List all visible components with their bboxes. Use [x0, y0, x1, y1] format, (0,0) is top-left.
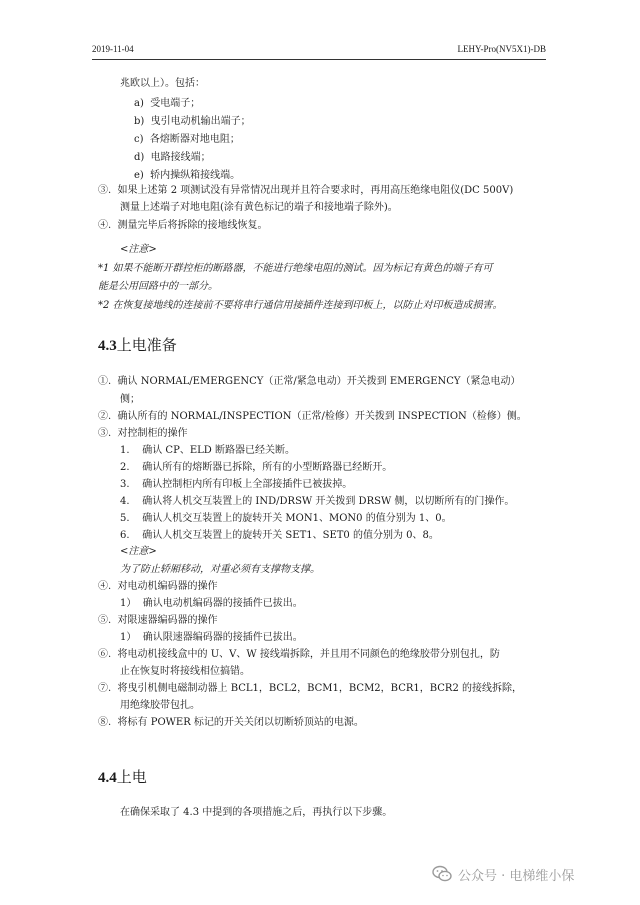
section-title: 上电准备 [116, 336, 177, 354]
sub-item: 6. 确认人机交互装置上的旋转开关 SET1、SET0 的值分别为 0、8。 [120, 530, 439, 541]
sub-item: 1） 确认电动机编码器的接插件已拔出。 [120, 598, 303, 609]
list-item: ③. 对控制柜的操作 [98, 428, 188, 439]
list-item: ⑤. 对限速器编码器的操作 [98, 615, 218, 626]
section-number: 4.3 [98, 338, 117, 354]
list-item: ④. 测量完毕后将拆除的接地线恢复。 [98, 220, 268, 231]
sub-item: 1. 确认 CP、ELD 断路器已经关断。 [120, 445, 295, 456]
text-line: 测量上述端子对地电阻(涂有黄色标记的端子和接地端子除外)。 [120, 202, 398, 213]
text-line: 兆欧以上）。包括： [120, 78, 205, 89]
list-item: c) 各熔断器对地电阻； [134, 134, 240, 145]
section-title: 上电 [116, 768, 147, 786]
text-line: 止在恢复时将接线相位搞错。 [120, 666, 250, 677]
list-item: a) 受电端子； [134, 98, 201, 109]
text-line: 侧； [120, 394, 140, 405]
note-heading: <注意> [120, 244, 157, 255]
list-item: ③. 如果上述第 2 项测试没有异常情况出现并且符合要求时，再用高压绝缘电阻仪(DC 500V) [98, 185, 514, 196]
list-item: e) 轿内操纵箱接线端。 [134, 170, 241, 181]
note-line: *1 如果不能断开群控柜的断路器，不能进行绝缘电阻的测试。因为标记有黄色的端子有可 [98, 263, 493, 274]
list-item: b) 曳引电动机输出端子； [134, 116, 251, 127]
section-heading-4-4 [98, 766, 147, 787]
sub-item: 1） 确认限速器编码器的接插件已拔出。 [120, 632, 303, 643]
list-item: ①. 确认 NORMAL/EMERGENCY（正常/紧急电动）开关拨到 EMERGENCY（紧急电动） [98, 376, 521, 387]
list-item: ②. 确认所有的 NORMAL/INSPECTION（正常/检修）开关拨到 INSPECTION（检修）侧。 [98, 411, 527, 422]
sub-item: 5. 确认人机交互装置上的旋转开关 MON1、MON0 的值分别为 1、0。 [120, 513, 452, 524]
section-number: 4.4 [98, 770, 117, 786]
watermark-text: 公众号 · 电梯维小保 [458, 868, 575, 884]
note-heading: <注意> [120, 546, 157, 557]
section-heading-4-3 [98, 334, 177, 355]
text-line: 用绝缘胶带包扎。 [120, 700, 200, 711]
list-item: ⑥. 将电动机接线盒中的 U、V、W 接线端拆除，并且用不同颜色的绝缘胶带分别包扎，防 [98, 649, 500, 660]
header-date: 2019-11-04 [92, 44, 134, 54]
wechat-icon [432, 865, 452, 883]
list-item: ⑦. 将曳引机侧电磁制动器上 BCL1，BCL2，BCM1，BCM2，BCR1，BCR2 的接线拆除， [98, 683, 522, 694]
sub-item: 4. 确认将人机交互装置上的 IND/DRSW 开关拨到 DRSW 侧，以切断所有的门操作。 [120, 496, 515, 507]
text-line: 在确保采取了 4.3 中提到的各项措施之后，再执行以下步骤。 [120, 807, 393, 818]
sub-item: 2. 确认所有的熔断器已拆除，所有的小型断路器已经断开。 [120, 462, 393, 473]
header-doc-id: LEHY-Pro(NV5X1)-DB [457, 44, 546, 54]
list-item: ⑧. 将标有 POWER 标记的开关关闭以切断轿顶站的电源。 [98, 717, 364, 728]
header-rule [92, 59, 546, 60]
list-item: d) 电路接线端； [134, 152, 211, 163]
note-line: 能是公用回路中的一部分。 [98, 281, 218, 292]
note-line: *2 在恢复接地线的连接前不要将串行通信用接插件连接到印板上，以防止对印板造成损害。 [98, 300, 503, 311]
sub-item: 3. 确认控制柜内所有印板上全部接插件已被拔掉。 [120, 479, 353, 490]
watermark [432, 862, 574, 886]
note-line: 为了防止轿厢移动，对重必须有支撑物支撑。 [120, 564, 320, 575]
list-item: ④. 对电动机编码器的操作 [98, 581, 218, 592]
